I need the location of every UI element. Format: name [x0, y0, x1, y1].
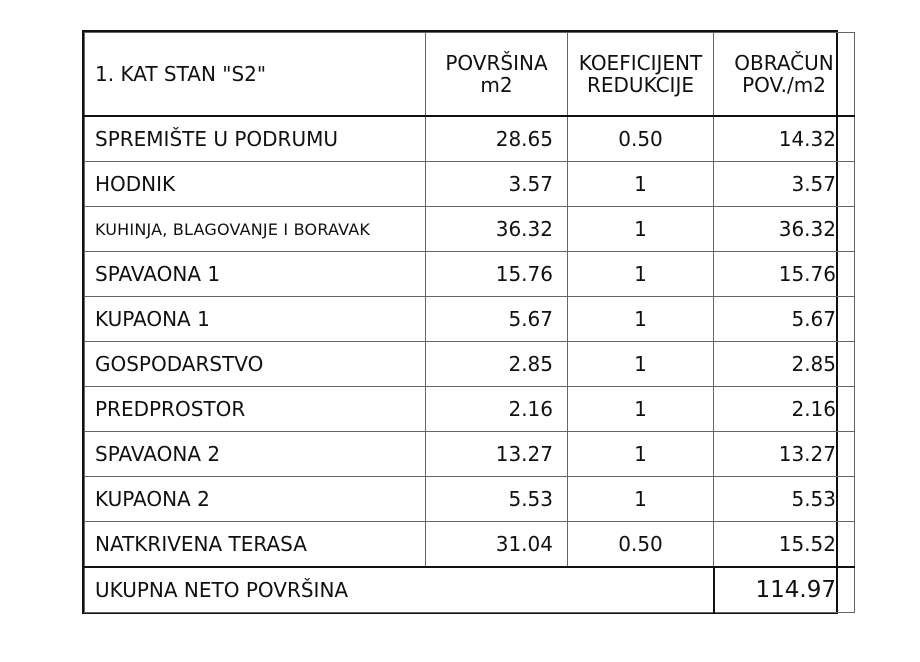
header-coefficient — [568, 33, 714, 117]
table-row — [85, 342, 855, 387]
table-row — [85, 297, 855, 342]
header-calculated-area — [714, 33, 855, 117]
calculated-area: 36.32 — [714, 207, 855, 252]
room-area: 36.32 — [426, 207, 568, 252]
table-row — [85, 162, 855, 207]
header-calc-line1: OBRAČUN — [734, 51, 834, 75]
room-name: PREDPROSTOR — [85, 387, 426, 432]
header-coef-line2: REDUKCIJE — [587, 73, 694, 97]
room-name: KUHINJA, BLAGOVANJE I BORAVAK — [85, 207, 426, 252]
total-row — [85, 567, 855, 613]
total-label: UKUPNA NETO POVRŠINA — [85, 567, 714, 613]
total-value: 114.97 — [714, 567, 855, 613]
table-row — [85, 387, 855, 432]
table-row — [85, 252, 855, 297]
header-area-line1: POVRŠINA — [445, 51, 548, 75]
room-name: SPAVAONA 1 — [85, 252, 426, 297]
room-area: 5.53 — [426, 477, 568, 522]
apartment-title: 1. KAT STAN "S2" — [85, 33, 426, 117]
reduction-coefficient: 1 — [568, 207, 714, 252]
table-row — [85, 207, 855, 252]
room-area: 13.27 — [426, 432, 568, 477]
reduction-coefficient: 1 — [568, 162, 714, 207]
calculated-area: 15.52 — [714, 522, 855, 568]
reduction-coefficient: 0.50 — [568, 522, 714, 568]
room-area: 31.04 — [426, 522, 568, 568]
room-name: KUPAONA 1 — [85, 297, 426, 342]
table-row — [85, 522, 855, 568]
area-calculation-table — [84, 32, 855, 613]
reduction-coefficient: 1 — [568, 432, 714, 477]
room-area: 15.76 — [426, 252, 568, 297]
area-calculation-table-frame — [82, 30, 838, 614]
calculated-area: 5.67 — [714, 297, 855, 342]
calculated-area: 3.57 — [714, 162, 855, 207]
room-area: 2.85 — [426, 342, 568, 387]
table-row — [85, 432, 855, 477]
room-name: SPAVAONA 2 — [85, 432, 426, 477]
header-calc-line2: POV./m2 — [742, 73, 826, 97]
header-coef-line1: KOEFICIJENT — [578, 51, 703, 75]
room-name: KUPAONA 2 — [85, 477, 426, 522]
room-area: 28.65 — [426, 116, 568, 162]
reduction-coefficient: 1 — [568, 297, 714, 342]
header-area-line2: m2 — [480, 73, 513, 97]
room-name: NATKRIVENA TERASA — [85, 522, 426, 568]
reduction-coefficient: 1 — [568, 387, 714, 432]
table-row — [85, 116, 855, 162]
table-row — [85, 477, 855, 522]
calculated-area: 15.76 — [714, 252, 855, 297]
calculated-area: 14.32 — [714, 116, 855, 162]
room-name: HODNIK — [85, 162, 426, 207]
room-area: 2.16 — [426, 387, 568, 432]
room-name: GOSPODARSTVO — [85, 342, 426, 387]
room-name: SPREMIŠTE U PODRUMU — [85, 116, 426, 162]
reduction-coefficient: 1 — [568, 477, 714, 522]
calculated-area: 2.16 — [714, 387, 855, 432]
header-area — [426, 33, 568, 117]
calculated-area: 2.85 — [714, 342, 855, 387]
room-area: 5.67 — [426, 297, 568, 342]
calculated-area: 13.27 — [714, 432, 855, 477]
reduction-coefficient: 1 — [568, 342, 714, 387]
calculated-area: 5.53 — [714, 477, 855, 522]
room-area: 3.57 — [426, 162, 568, 207]
reduction-coefficient: 0.50 — [568, 116, 714, 162]
reduction-coefficient: 1 — [568, 252, 714, 297]
table-header-row — [85, 33, 855, 117]
